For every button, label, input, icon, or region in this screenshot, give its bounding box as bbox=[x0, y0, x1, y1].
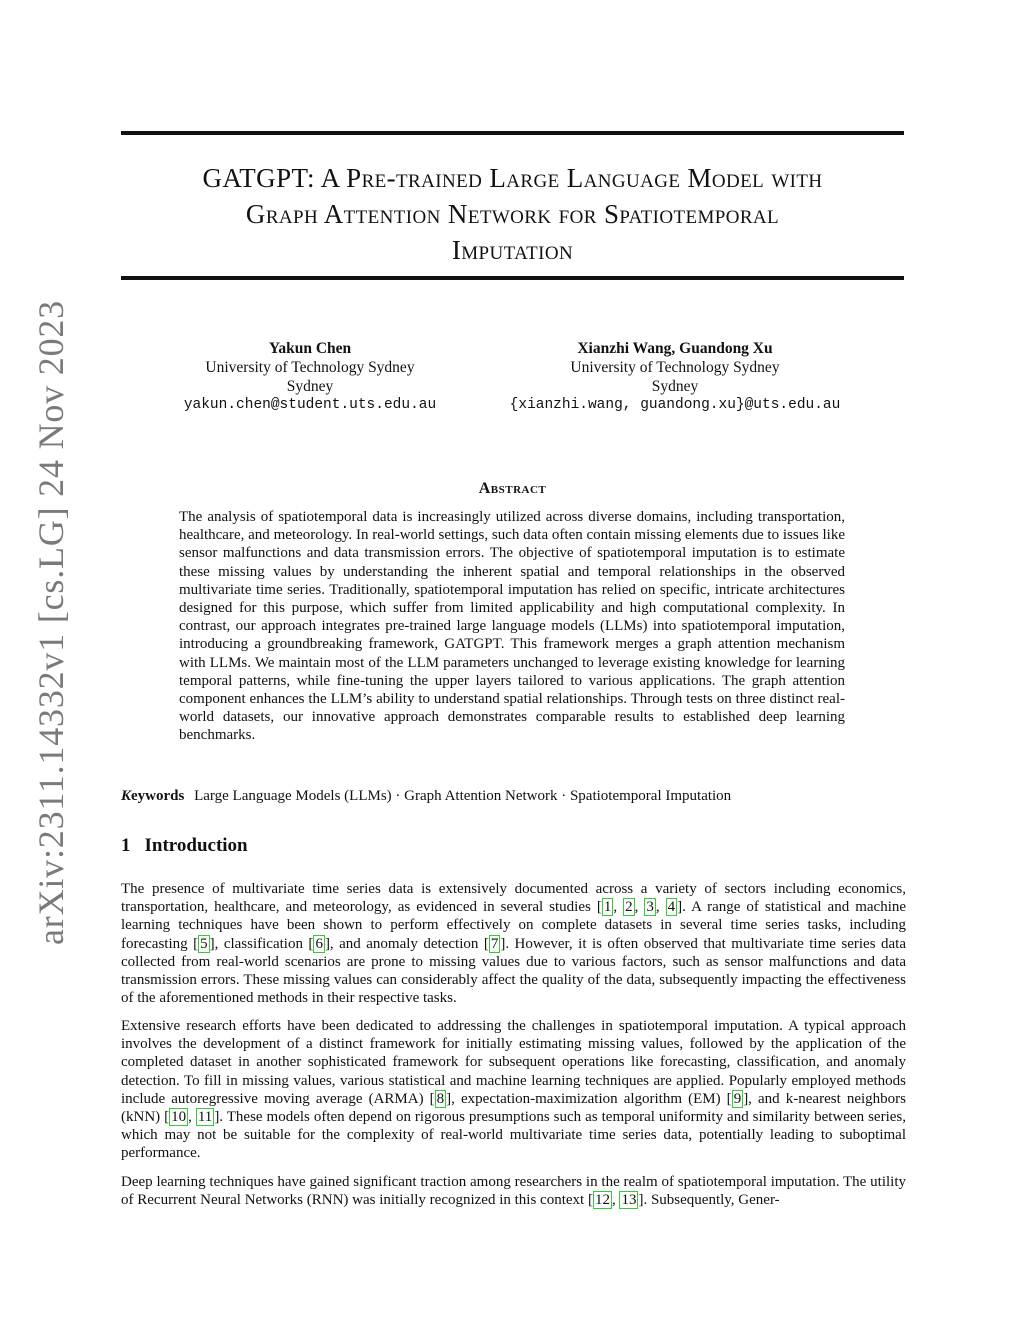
citation-link[interactable]: 12 bbox=[594, 1192, 610, 1209]
citation-link[interactable]: 11 bbox=[197, 1109, 213, 1126]
keywords-label-initial: K bbox=[121, 788, 132, 804]
intro-paragraph-1 bbox=[121, 880, 906, 1007]
author-affiliation: University of Technology Sydney bbox=[205, 359, 415, 376]
author-name: Yakun Chen bbox=[268, 340, 352, 357]
author-email: yakun.chen@student.uts.edu.au bbox=[183, 397, 437, 413]
abstract-heading: Abstract bbox=[478, 480, 547, 497]
citation-link[interactable]: 6 bbox=[315, 935, 323, 952]
paper-title bbox=[121, 160, 904, 268]
keywords-label-rest: eywords bbox=[131, 788, 185, 804]
citation-link[interactable]: 9 bbox=[733, 1090, 742, 1107]
text-run: ], classification [ bbox=[209, 935, 314, 952]
text-run: Deep learning techniques have gained significant traction among researchers in the realm of spatiotemporal imputation. The utility of Recurrent Neural Networks (RNN) was initially recognized in this context [ bbox=[121, 1174, 906, 1209]
keywords-line bbox=[121, 787, 904, 805]
text-run: ], and anomaly detection [ bbox=[324, 935, 489, 952]
author-block-2 bbox=[490, 339, 860, 415]
citation-link[interactable]: 2 bbox=[625, 899, 633, 916]
text-run: ]. A range of statistical and machine learning techniques have been shown to perform effectively on complete datasets in several time series tasks, including forecasting [ bbox=[121, 899, 907, 952]
intro-paragraph-2 bbox=[121, 1017, 906, 1163]
text-run: The presence of multivariate time series data is extensively documented across a variety of sectors including economics, transportation, healthcare, and meteorology, as evidenced in several studies [ bbox=[121, 881, 906, 916]
title-rule-top bbox=[121, 131, 904, 135]
text-run: Extensive research efforts have been dedicated to addressing the challenges in spatiotemporal imputation. A typical approach involves the development of a distinct framework for initially estimating missing values, followed by the application of the completed dataset in another sophisticated framework for subsequent operations like forecasting, classification, and anomaly detection. To fill in missing values, various statistical and machine learning techniques are applied. Popularly employed methods include autoregressive moving average (ARMA) [ bbox=[121, 1018, 906, 1107]
text-run: , bbox=[188, 1109, 196, 1126]
author-city: Sydney bbox=[651, 378, 699, 395]
citation-link[interactable]: 13 bbox=[621, 1192, 637, 1209]
text-run: ]. Subsequently, Gener- bbox=[638, 1192, 780, 1209]
text-run: ]. These models often depend on rigorous presumptions such as temporal uniformity and similarity between series, which may not be suitable for the complexity of real-world multivariate time series data, potentially leading to suboptimal performance. bbox=[121, 1109, 906, 1162]
author-city: Sydney bbox=[286, 378, 334, 395]
keywords-label bbox=[121, 788, 184, 804]
text-run: ], expectation-maximization algorithm (EM) [ bbox=[446, 1090, 732, 1107]
text-run: , bbox=[655, 899, 666, 916]
section-number: 1 bbox=[121, 835, 131, 856]
text-run: ]. However, it is often observed that multivariate time series data collected from real-world scenarios are prone to missing values due to various factors, such as sensor malfunctions and data transmission errors. These missing values can considerably affect the quality of the data, subsequently impacting the effectiveness of the aforementioned methods in their respective tasks. bbox=[121, 935, 906, 1007]
author-block-1 bbox=[170, 339, 450, 415]
title-line-2: Graph Attention Network for Spatiotemporal bbox=[245, 199, 780, 229]
citation-link[interactable]: 5 bbox=[200, 935, 208, 952]
abstract-text: The analysis of spatiotemporal data is increasingly utilized across diverse domains, including transportation, healthcare, and meteorology. In real-world settings, such data often contain missing elements due to issues like sensor malfunctions and data transmission errors. The objective of spatiotemporal imputation is to estimate these missing values by understanding the inherent spatial and temporal relationships in the observed multivariate time series. Traditionally, spatiotemporal imputation has relied on specific, intricate architectures designed for this purpose, which suffer from limited applicability and high computational complexity. In contrast, our approach integrates pre-trained large language models (LLMs) into spatiotemporal imputation, introducing a groundbreaking framework, GATGPT. This framework merges a graph attention mechanism with LLMs. We maintain most of the LLM parameters unchanged to leverage existing knowledge for learning temporal patterns, while fine-tuning the upper layers tailored to various applications. The graph attention component enhances the LLM’s ability to understand spatial relationships. Through tests on three distinct real-world datasets, our innovative approach demonstrates comparable results to established deep learning benchmarks. bbox=[179, 509, 845, 744]
text-run: , bbox=[613, 899, 624, 916]
citation-link[interactable]: 10 bbox=[171, 1109, 187, 1126]
citation-link[interactable]: 8 bbox=[436, 1090, 445, 1107]
title-line-3: Imputation bbox=[451, 235, 574, 265]
citation-link[interactable]: 7 bbox=[490, 935, 499, 952]
author-affiliation: University of Technology Sydney bbox=[570, 359, 780, 376]
intro-paragraph-3 bbox=[121, 1173, 906, 1209]
citation-link[interactable]: 3 bbox=[646, 899, 654, 916]
text-run: , bbox=[634, 899, 645, 916]
keywords-text: Large Language Models (LLMs) · Graph Attention Network · Spatiotemporal Imputation bbox=[194, 788, 732, 804]
author-name: Xianzhi Wang, Guandong Xu bbox=[577, 340, 773, 357]
text-run: , bbox=[611, 1192, 620, 1209]
arxiv-sidebar-label: arXiv:2311.14332v1 [cs.LG] 24 Nov 2023 bbox=[31, 300, 71, 945]
section-title: Introduction bbox=[144, 835, 248, 856]
citation-link[interactable]: 4 bbox=[667, 899, 676, 916]
author-email: {xianzhi.wang, guandong.xu}@uts.edu.au bbox=[509, 397, 841, 413]
title-line-1: GATGPT: A Pre-trained Large Language Model with bbox=[202, 163, 823, 193]
citation-link[interactable]: 1 bbox=[603, 899, 612, 916]
section-heading bbox=[121, 835, 248, 857]
text-run: ], and k-nearest neighbors (kNN) [ bbox=[121, 1090, 906, 1126]
title-rule-bottom bbox=[121, 276, 904, 280]
